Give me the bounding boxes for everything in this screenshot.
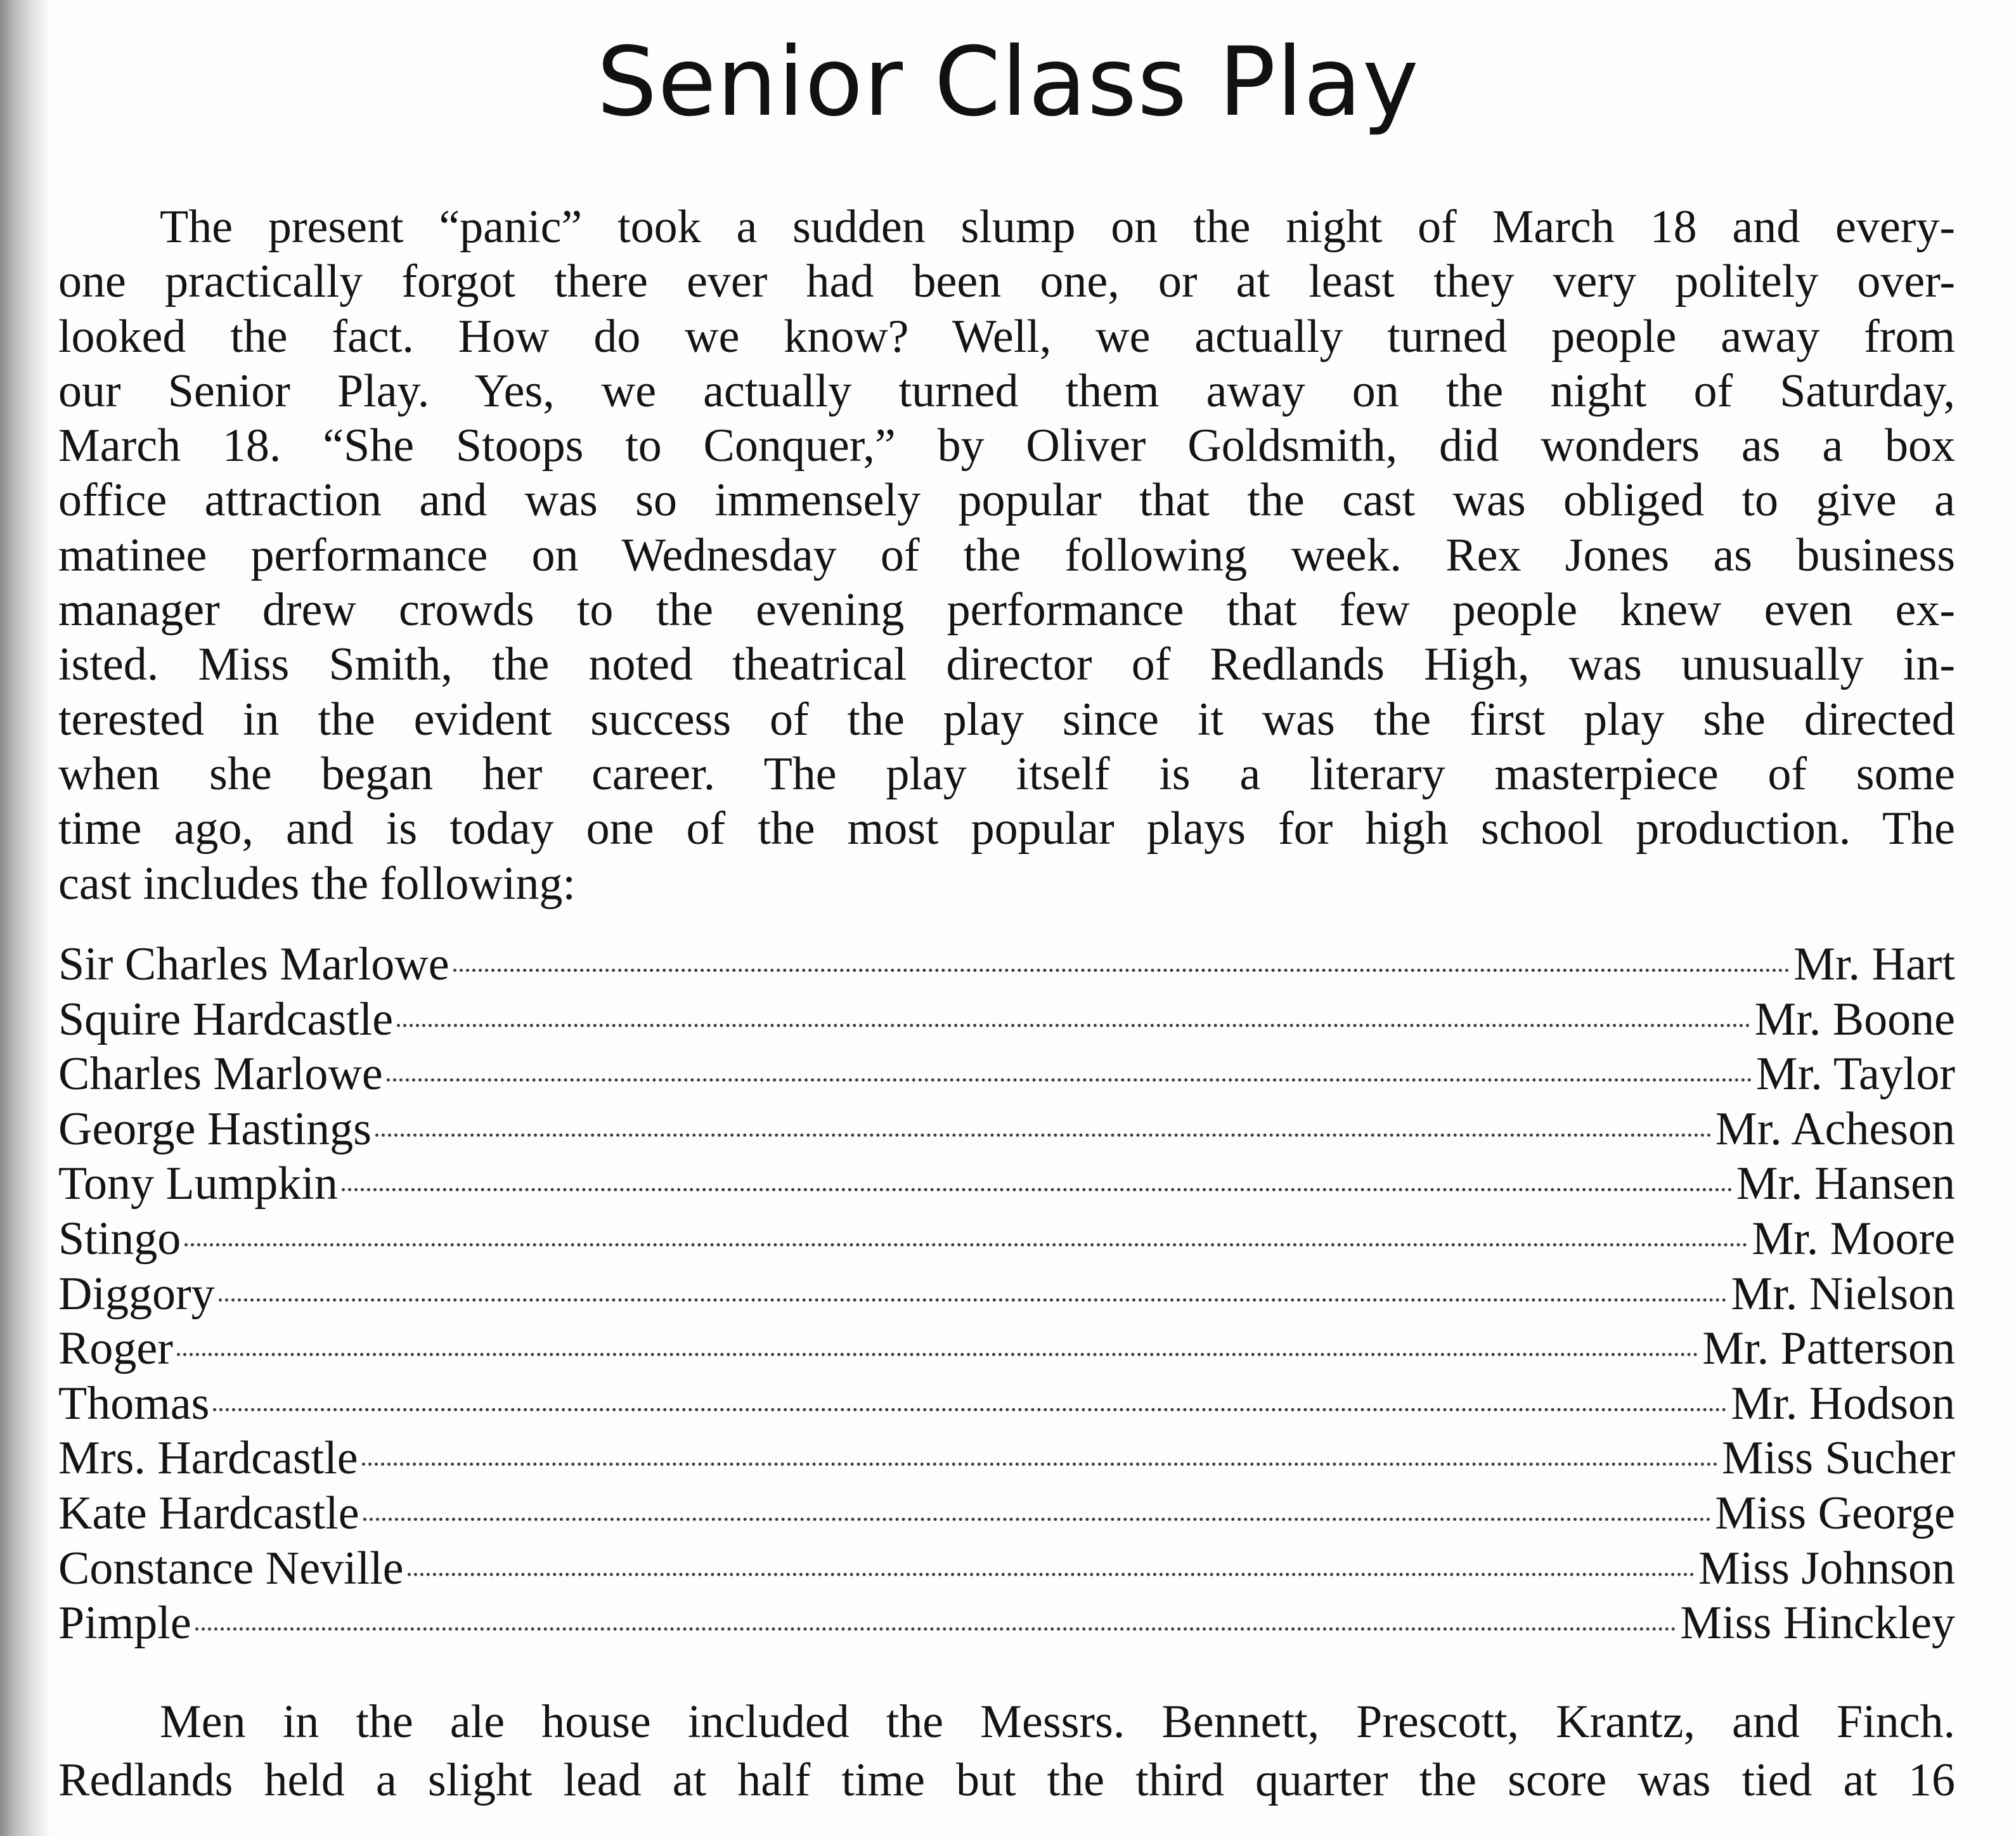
cast-actor: Miss Hinckley	[1680, 1597, 1955, 1650]
cast-actor: Miss Johnson	[1698, 1542, 1955, 1594]
intro-line: our Senior Play. Yes, we actually turned them away on the night of Saturday,	[58, 365, 1955, 417]
leader-dots	[375, 1134, 1712, 1137]
intro-line: matinee performance on Wednesday of the following week. Rex Jones as business	[58, 529, 1955, 581]
cast-row	[58, 1047, 1955, 1102]
cast-list	[58, 937, 1955, 1651]
cast-role: Thomas	[58, 1377, 210, 1430]
cast-row	[58, 1267, 1955, 1322]
cast-row	[58, 1156, 1955, 1212]
cast-role: Mrs. Hardcastle	[58, 1432, 358, 1485]
intro-line: March 18. “She Stoops to Conquer,” by Oliver Goldsmith, did wonders as a box	[58, 420, 1955, 472]
closing-line: Men in the ale house included the Messrs. Bennett, Prescott, Krantz, and Finch.	[160, 1696, 1955, 1748]
intro-line: terested in the evident success of the play since it was the first play she directed	[58, 693, 1955, 746]
closing-paragraph	[58, 1693, 1955, 1809]
intro-line: time ago, and is today one of the most popular plays for high school production. The	[58, 803, 1955, 855]
cast-row	[58, 1431, 1955, 1486]
cast-role: Stingo	[58, 1212, 181, 1265]
leader-dots	[177, 1353, 1698, 1356]
leader-dots	[219, 1298, 1728, 1302]
cast-row	[58, 992, 1955, 1047]
cast-role: Constance Neville	[58, 1542, 404, 1594]
closing-line: Redlands held a slight lead at half time but the third quarter the score was tied at 16	[58, 1754, 1955, 1806]
cast-actor: Miss George	[1715, 1487, 1955, 1539]
intro-paragraph	[58, 200, 1955, 911]
intro-line: manager drew crowds to the evening performance that few people knew even ex-	[58, 584, 1955, 637]
cast-actor: Mr. Taylor	[1755, 1048, 1955, 1101]
cast-role: Tony Lumpkin	[58, 1158, 338, 1210]
cast-actor: Mr. Hodson	[1731, 1377, 1955, 1430]
cast-role: Kate Hardcastle	[58, 1487, 359, 1539]
cast-role: Squire Hardcastle	[58, 993, 394, 1045]
intro-line: office attraction and was so immensely popular that the cast was obliged to give a	[58, 474, 1955, 527]
cast-row	[58, 1376, 1955, 1432]
leader-dots	[342, 1188, 1733, 1191]
cast-actor: Mr. Boone	[1754, 993, 1955, 1045]
leader-dots	[397, 1024, 1750, 1027]
page-title: Senior Class Play	[597, 27, 1419, 138]
intro-line: The present “panic” took a sudden slump on the night of March 18 and every-	[160, 201, 1955, 253]
leader-dots	[195, 1627, 1677, 1631]
leader-dots	[362, 1463, 1718, 1466]
cast-role: Roger	[58, 1322, 173, 1375]
intro-line: isted. Miss Smith, the noted theatrical director of Redlands High, was unusually in-	[58, 638, 1955, 691]
cast-actor: Mr. Patterson	[1702, 1322, 1955, 1375]
cast-row	[58, 1541, 1955, 1596]
binding-shadow	[0, 0, 51, 1836]
intro-line: cast includes the following:	[58, 857, 576, 910]
cast-actor: Miss Sucher	[1722, 1432, 1955, 1485]
intro-line: when she began her career. The play itself is a literary masterpiece of some	[58, 747, 1955, 800]
leader-dots	[184, 1243, 1748, 1246]
leader-dots	[363, 1518, 1712, 1521]
cast-actor: Mr. Hart	[1793, 938, 1955, 990]
cast-row	[58, 1102, 1955, 1157]
intro-line: looked the fact. How do we know? Well, we actually turned people away from	[58, 310, 1955, 363]
cast-actor: Mr. Nielson	[1731, 1267, 1955, 1320]
cast-row	[58, 1321, 1955, 1376]
cast-role: Pimple	[58, 1597, 191, 1650]
cast-role: Sir Charles Marlowe	[58, 938, 449, 990]
cast-role: George Hastings	[58, 1102, 372, 1155]
cast-role: Charles Marlowe	[58, 1048, 383, 1101]
cast-row	[58, 1596, 1955, 1651]
leader-dots	[213, 1408, 1727, 1411]
cast-actor: Mr. Moore	[1752, 1212, 1955, 1265]
intro-line: one practically forgot there ever had been one, or at least they very politely over-	[58, 255, 1955, 308]
cast-row	[58, 1486, 1955, 1541]
leader-dots	[387, 1078, 1752, 1082]
cast-role: Diggory	[58, 1267, 215, 1320]
leader-dots	[453, 969, 1790, 972]
cast-actor: Mr. Acheson	[1715, 1102, 1955, 1155]
cast-actor: Mr. Hansen	[1736, 1158, 1955, 1210]
cast-row	[58, 1212, 1955, 1267]
leader-dots	[408, 1573, 1695, 1576]
cast-row	[58, 937, 1955, 992]
